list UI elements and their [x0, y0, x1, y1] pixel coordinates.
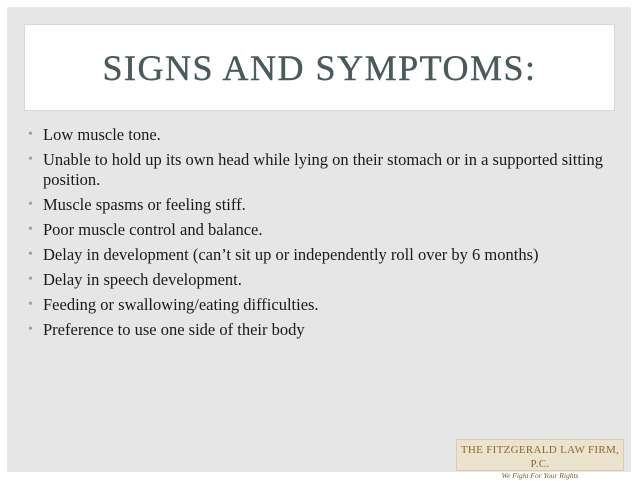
list-item-text: Delay in development (can’t sit up or independently roll over by 6 months): [43, 245, 539, 264]
slide-title: SIGNS AND SYMPTOMS:: [102, 47, 537, 88]
list-item-text: Poor muscle control and balance.: [43, 220, 263, 239]
title-box: [24, 24, 615, 111]
list-item-text: Delay in speech development.: [43, 270, 242, 289]
list-item: [27, 220, 607, 240]
law-firm-logo: [456, 439, 624, 480]
list-item: [27, 245, 607, 265]
list-item-text: Low muscle tone.: [43, 125, 161, 144]
list-item: [27, 125, 607, 145]
bullet-icon: •: [28, 272, 33, 287]
bullet-icon: •: [28, 127, 33, 142]
symptom-list: [27, 125, 607, 345]
logo-tagline: We Fight For Your Rights: [501, 471, 579, 480]
bullet-icon: •: [28, 222, 33, 237]
list-item: [27, 150, 607, 190]
list-item-text: Preference to use one side of their body: [43, 320, 305, 339]
bullet-icon: •: [28, 247, 33, 262]
logo-name: THE FITZGERALD LAW FIRM, P.C.: [460, 444, 620, 470]
list-item-text: Feeding or swallowing/eating difficulties.: [43, 295, 319, 314]
bullet-icon: •: [28, 152, 33, 167]
list-item: [27, 320, 607, 340]
list-item: [27, 295, 607, 315]
list-item-text: Unable to hold up its own head while lying on their stomach or in a supported sitting position.: [43, 150, 604, 189]
bullet-icon: •: [28, 322, 33, 337]
bullet-icon: •: [28, 297, 33, 312]
bullet-icon: •: [28, 197, 33, 212]
list-item: [27, 195, 607, 215]
slide: [7, 7, 631, 480]
list-item: [27, 270, 607, 290]
list-item-text: Muscle spasms or feeling stiff.: [43, 195, 246, 214]
